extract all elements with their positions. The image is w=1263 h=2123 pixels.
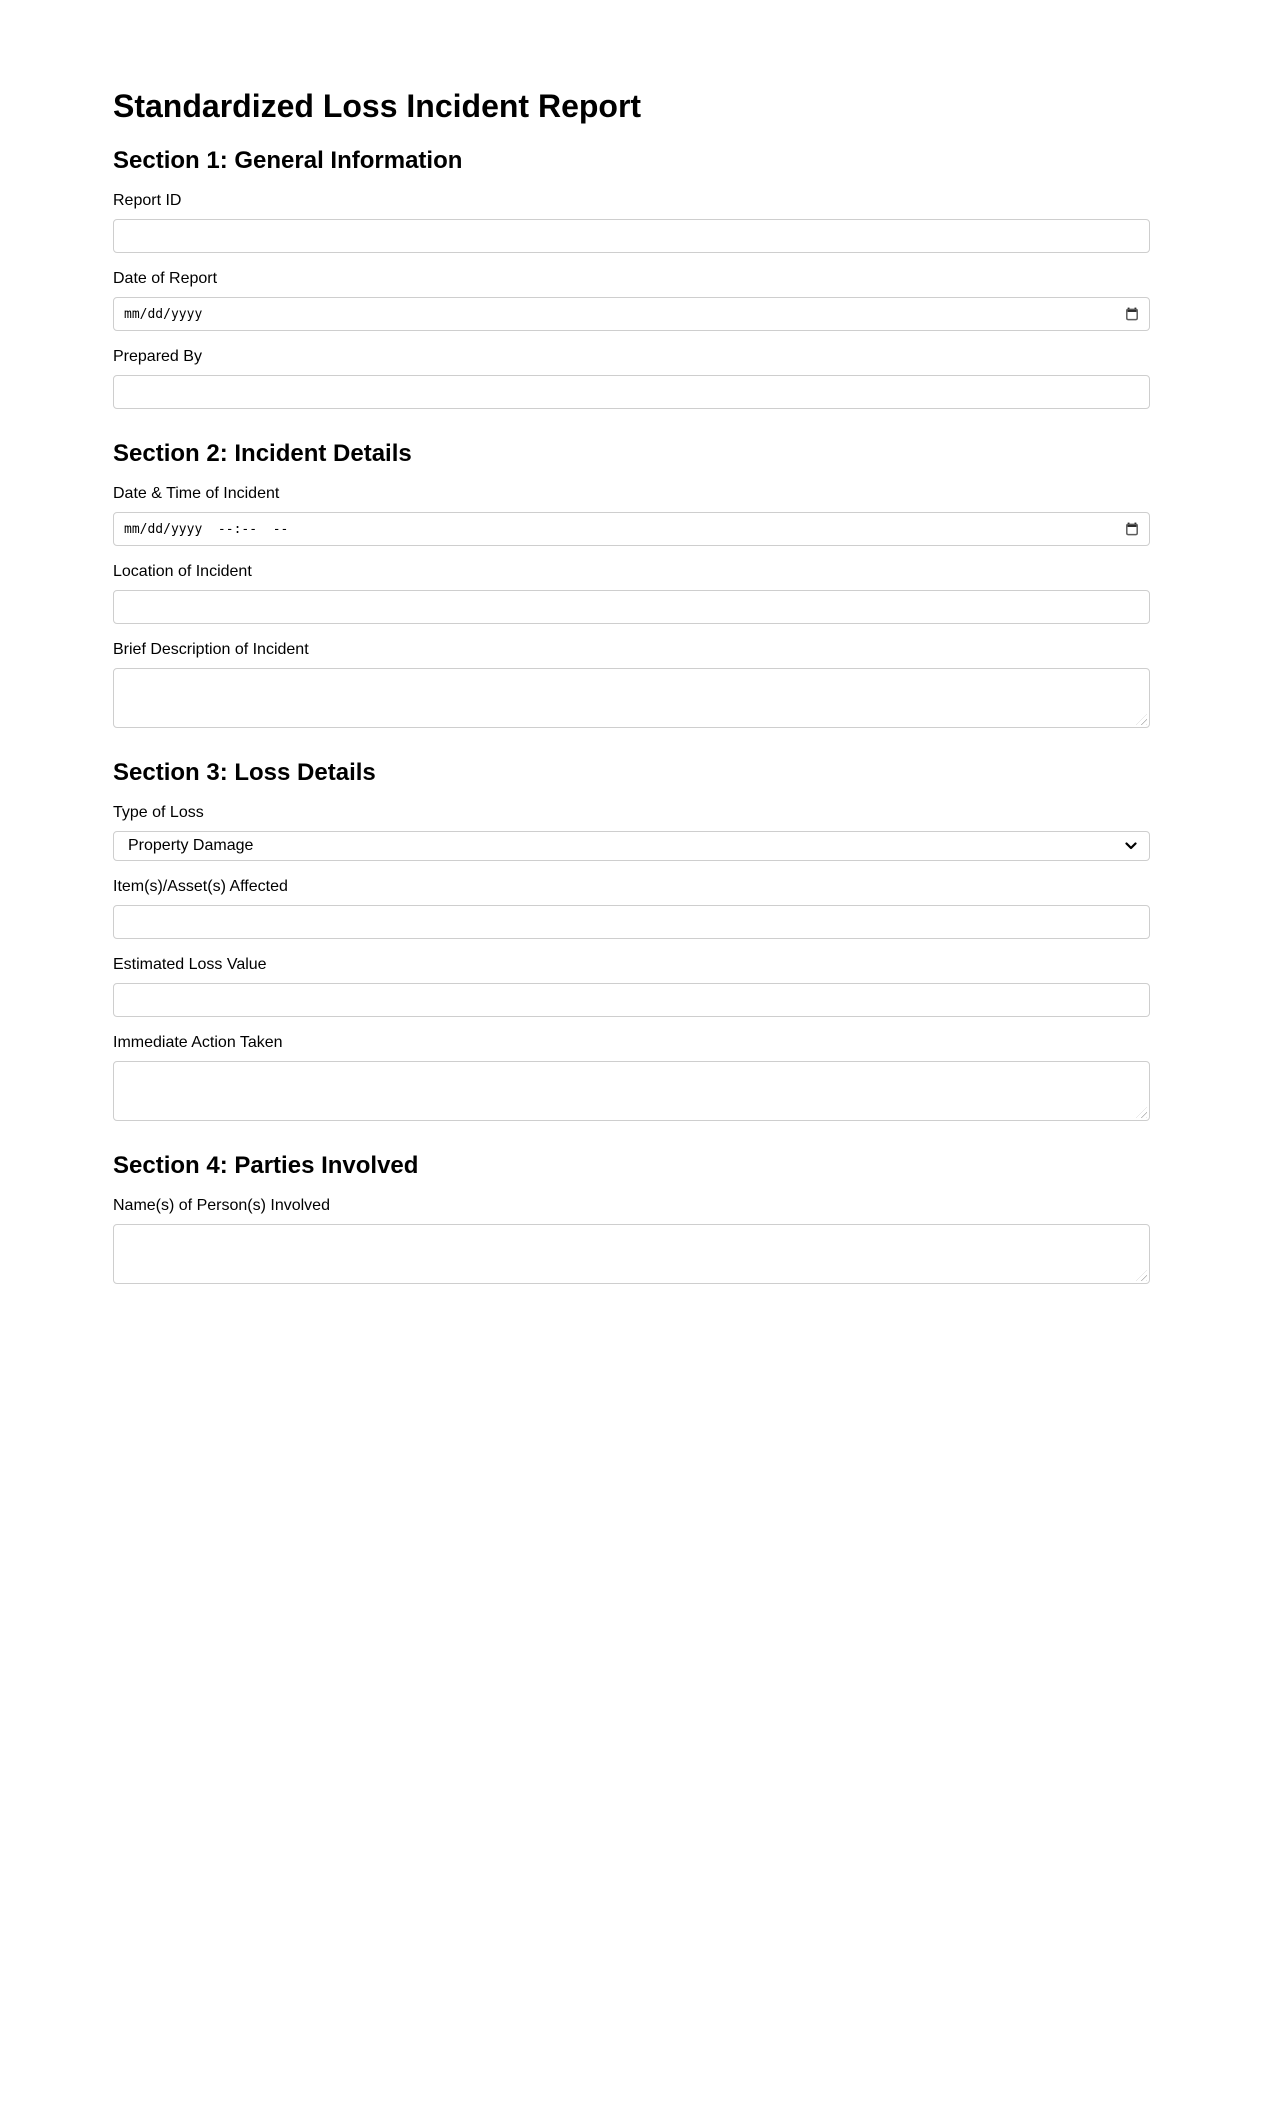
- form-field: [113, 641, 1150, 728]
- type-of-loss-select[interactable]: [113, 831, 1150, 861]
- estimated-loss-value-input[interactable]: [113, 983, 1150, 1017]
- date-time-of-incident-label: Date & Time of Incident: [113, 485, 280, 502]
- chevron-down-icon: [1125, 842, 1137, 850]
- form-field: [113, 563, 1150, 624]
- form-field: [113, 1034, 1150, 1121]
- report-id-label: Report ID: [113, 192, 182, 209]
- section-heading: Section 3: Loss Details: [113, 759, 376, 786]
- brief-description-of-incident-textarea[interactable]: [113, 668, 1150, 728]
- form-section-3: [113, 759, 1150, 1121]
- form-field: [113, 804, 1150, 861]
- date-of-report-label: Date of Report: [113, 270, 218, 287]
- form: [113, 147, 1150, 1284]
- form-field: [113, 956, 1150, 1017]
- location-of-incident-label: Location of Incident: [113, 563, 252, 580]
- report-id-input[interactable]: [113, 219, 1150, 253]
- form-section-2: [113, 440, 1150, 728]
- immediate-action-taken-label: Immediate Action Taken: [113, 1034, 283, 1051]
- form-field: [113, 348, 1150, 409]
- item-s-asset-s-affected-label: Item(s)/Asset(s) Affected: [113, 878, 288, 895]
- loss-incident-form: [113, 0, 1150, 1284]
- section-heading: Section 1: General Information: [113, 147, 463, 174]
- calendar-icon[interactable]: [1125, 307, 1139, 321]
- calendar-icon[interactable]: [1125, 522, 1139, 536]
- form-field: [113, 878, 1150, 939]
- date-time-of-incident-input[interactable]: [113, 512, 1150, 546]
- brief-description-of-incident-label: Brief Description of Incident: [113, 641, 309, 658]
- item-s-asset-s-affected-input[interactable]: [113, 905, 1150, 939]
- name-s-of-person-s-involved-label: Name(s) of Person(s) Involved: [113, 1197, 330, 1214]
- section-heading: Section 4: Parties Involved: [113, 1152, 419, 1179]
- form-field: [113, 192, 1150, 253]
- name-s-of-person-s-involved-textarea[interactable]: [113, 1224, 1150, 1284]
- form-section-4: [113, 1152, 1150, 1284]
- page-title: Standardized Loss Incident Report: [113, 88, 642, 124]
- date-of-report-input[interactable]: [113, 297, 1150, 331]
- form-section-1: [113, 147, 1150, 409]
- location-of-incident-input[interactable]: [113, 590, 1150, 624]
- type-of-loss-label: Type of Loss: [113, 804, 204, 821]
- form-field: [113, 270, 1150, 331]
- form-field: [113, 485, 1150, 546]
- date-placeholder: mm/dd/yyyy: [124, 306, 203, 322]
- form-field: [113, 1197, 1150, 1284]
- date-placeholder: mm/dd/yyyy --:-- --: [124, 521, 289, 537]
- prepared-by-label: Prepared By: [113, 348, 202, 365]
- selected-option: Property Damage: [128, 837, 254, 854]
- prepared-by-input[interactable]: [113, 375, 1150, 409]
- section-heading: Section 2: Incident Details: [113, 440, 412, 467]
- immediate-action-taken-textarea[interactable]: [113, 1061, 1150, 1121]
- estimated-loss-value-label: Estimated Loss Value: [113, 956, 267, 973]
